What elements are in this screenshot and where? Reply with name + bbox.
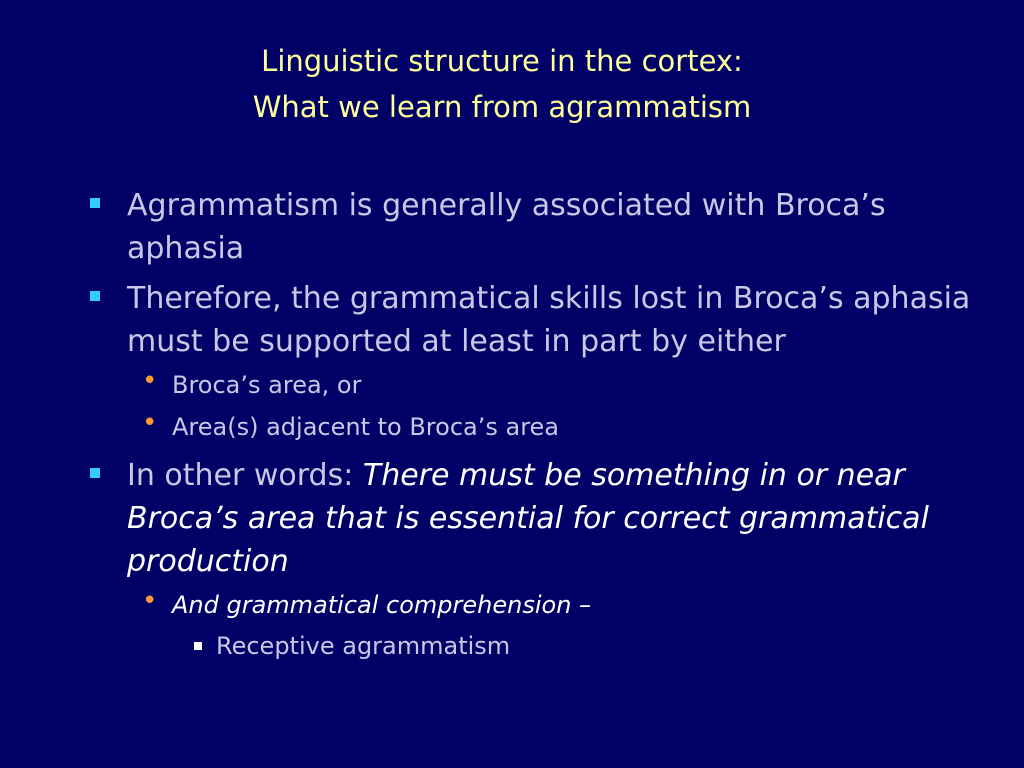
sub-bullet-2-2 bbox=[0, 409, 1024, 445]
dot-bullet-icon: • bbox=[142, 586, 158, 616]
sub-bullet-2-1-text: Broca’s area, or bbox=[172, 371, 362, 399]
subsub-bullet-3-1-1 bbox=[0, 628, 1024, 664]
dot-bullet-icon: • bbox=[142, 408, 158, 438]
slide-body bbox=[0, 184, 1024, 664]
bullet-1 bbox=[0, 184, 987, 270]
bullet-1-text: Agrammatism is generally associated with Broca’s aphasia bbox=[127, 188, 886, 266]
bullet-2 bbox=[0, 277, 987, 363]
title-line-2: What we learn from agrammatism bbox=[252, 90, 752, 124]
sub-bullet-3-1-text: And grammatical comprehension – bbox=[172, 591, 592, 619]
slide-title bbox=[0, 38, 1004, 130]
bullet-2-text: Therefore, the grammatical skills lost in Broca’s aphasia must be supported at least in part by either bbox=[127, 281, 971, 359]
bullet-3 bbox=[0, 454, 987, 583]
sub-bullet-3-1 bbox=[0, 587, 1024, 623]
square-bullet-icon bbox=[90, 198, 100, 208]
sub-bullet-2-1 bbox=[0, 367, 1024, 403]
square-bullet-icon bbox=[90, 468, 100, 478]
bullet-3-emphasis: There must be something in or near Broca’s area that is essential for correct grammatical production bbox=[127, 458, 929, 579]
dot-bullet-icon: • bbox=[142, 366, 158, 396]
sub-bullet-2-2-text: Area(s) adjacent to Broca’s area bbox=[172, 413, 560, 441]
title-line-1: Linguistic structure in the cortex: bbox=[261, 44, 743, 78]
square-bullet-icon bbox=[90, 291, 100, 301]
small-square-bullet-icon bbox=[194, 642, 202, 650]
bullet-3-lead: In other words: bbox=[127, 458, 363, 493]
subsub-bullet-3-1-1-text: Receptive agrammatism bbox=[216, 632, 511, 660]
